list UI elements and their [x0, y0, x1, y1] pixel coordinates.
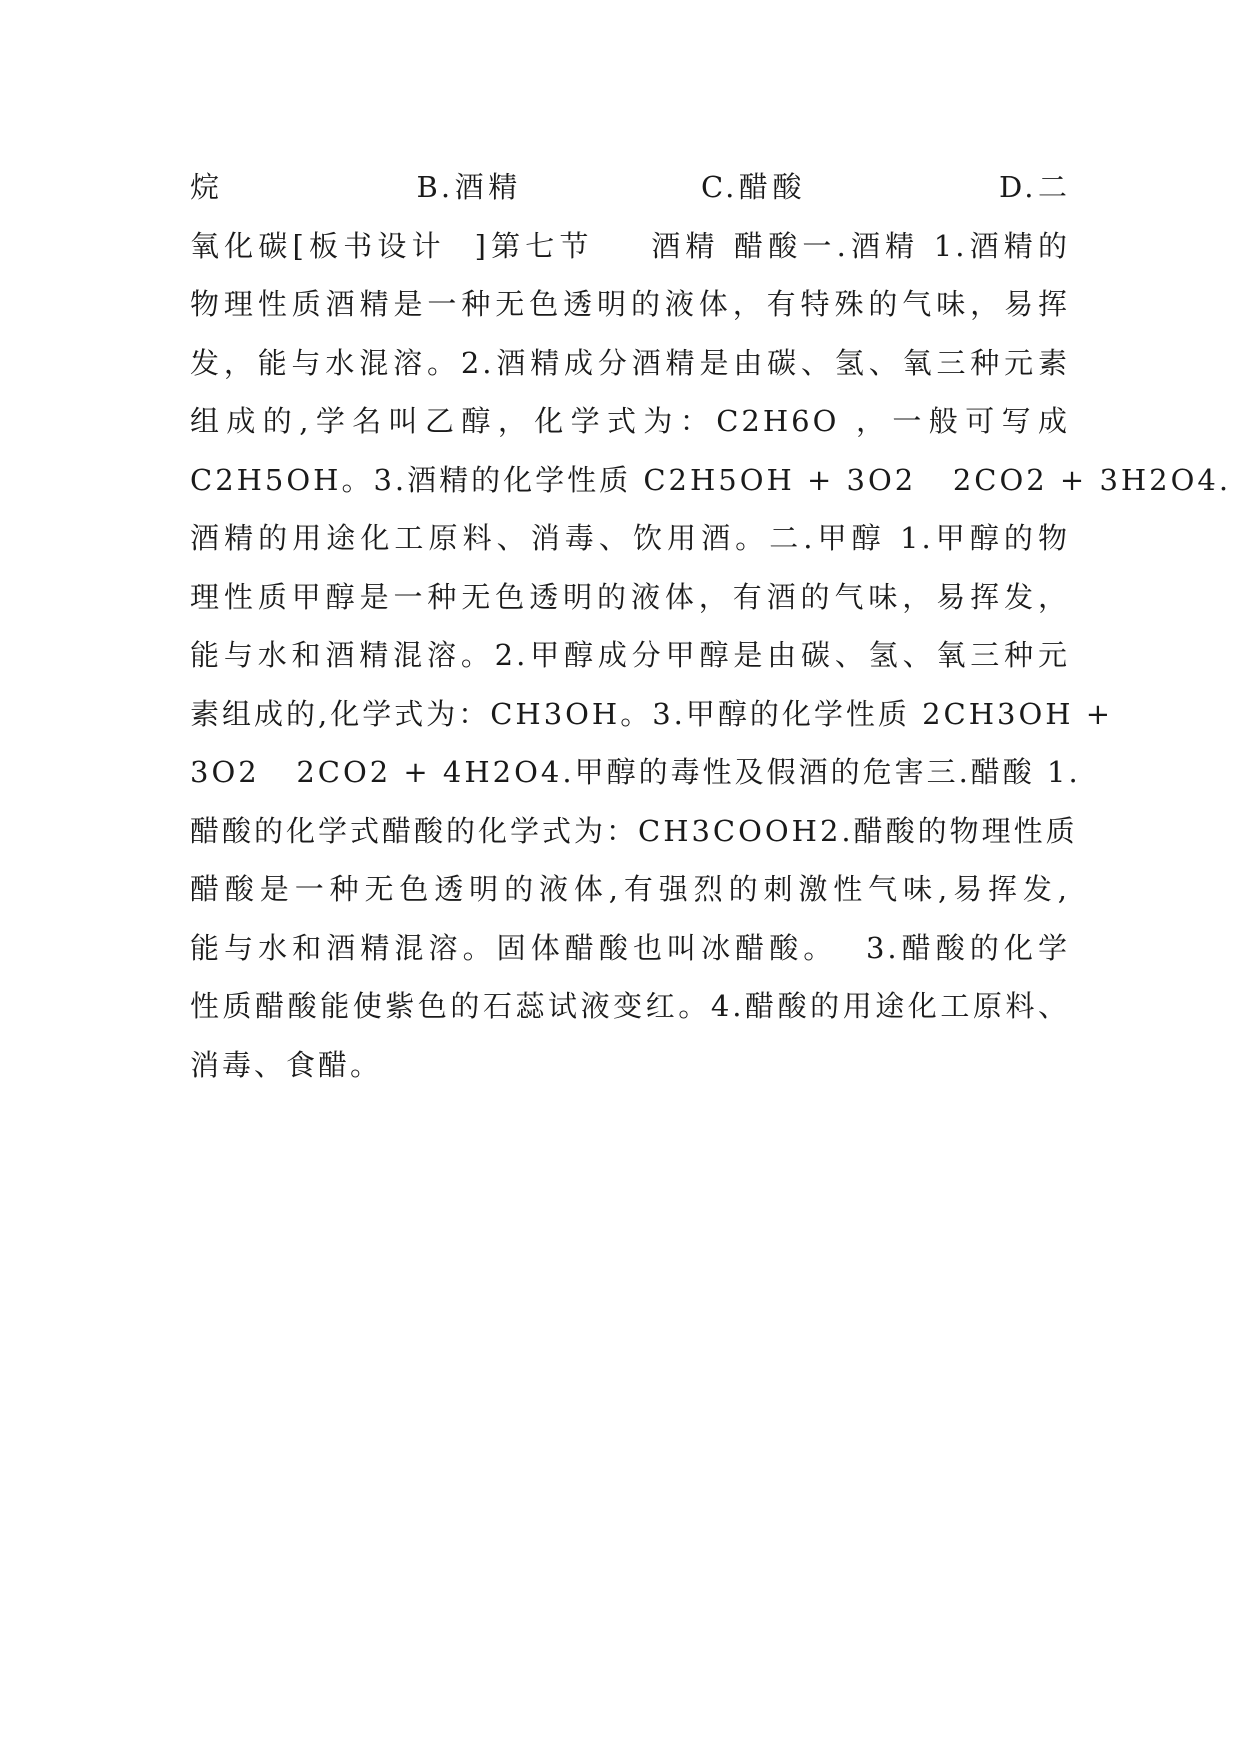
- text-line: 氧化碳[板书设计 ]第七节 酒精 醋酸一.酒精 1.酒精的: [190, 228, 1070, 263]
- text-line: 醋酸的化学式醋酸的化学式为：CH3COOH2.醋酸的物理性质: [190, 813, 1078, 848]
- text-line: 物理性质酒精是一种无色透明的液体，有特殊的气味，易挥: [190, 287, 1070, 321]
- text-line: 烷 B.酒精 C.醋酸 D.二: [190, 170, 1070, 204]
- text-line: 组成的,学名叫乙醇，化学式为：C2H6O ，一般可写成: [190, 404, 1070, 438]
- text-line: 性质醋酸能使紫色的石蕊试液变红。4.醋酸的用途化工原料、: [190, 989, 1070, 1023]
- text-line: 3O2 2CO2 + 4H2O4.甲醇的毒性及假酒的危害三.醋酸 1.: [190, 755, 1081, 789]
- body-text: [190, 158, 1232, 1094]
- text-line: 发，能与水混溶。2.酒精成分酒精是由碳、氢、氧三种元素: [190, 345, 1070, 380]
- text-line: 素组成的,化学式为：CH3OH。3.甲醇的化学性质 2CH3OH +: [190, 696, 1114, 731]
- text-line: 酒精的用途化工原料、消毒、饮用酒。二.甲醇 1.甲醇的物: [190, 521, 1070, 555]
- text-line: 醋酸是一种无色透明的液体,有强烈的刺激性气味,易挥发,: [190, 872, 1070, 906]
- text-line: C2H5OH。3.酒精的化学性质 C2H5OH + 3O2 2CO2 + 3H2O4.: [190, 462, 1232, 497]
- text-line: 消毒、食醋。: [190, 1047, 383, 1082]
- text-line: 能与水和酒精混溶。固体醋酸也叫冰醋酸。 3.醋酸的化学: [190, 930, 1070, 965]
- text-line: 能与水和酒精混溶。2.甲醇成分甲醇是由碳、氢、氧三种元: [190, 638, 1070, 672]
- text-line: 理性质甲醇是一种无色透明的液体，有酒的气味，易挥发，: [190, 579, 1070, 614]
